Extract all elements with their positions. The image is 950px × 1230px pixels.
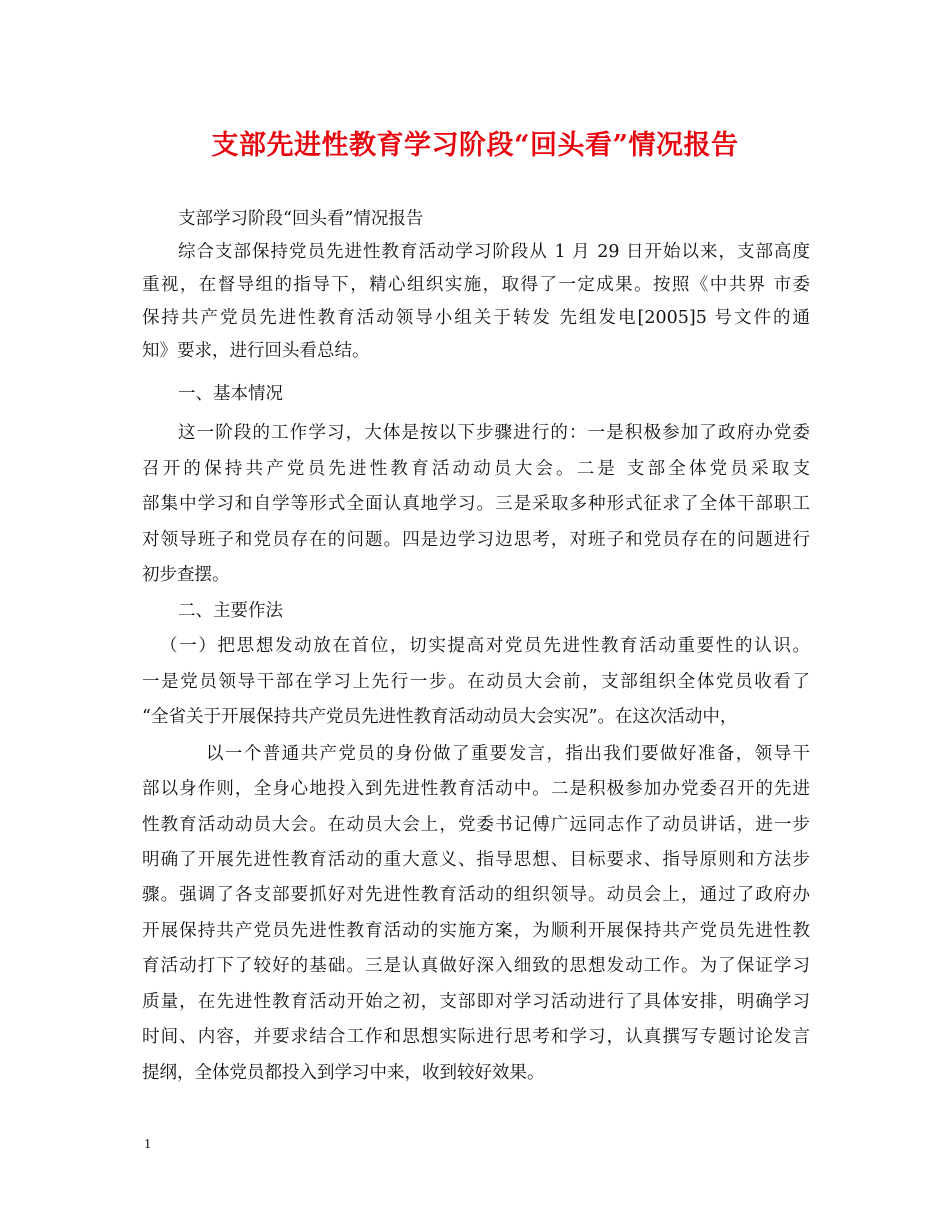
section2-line-11: 质量，在先进性教育活动开始之初，支部即对学习活动进行了具体安排，明确学习: [142, 992, 810, 1012]
section2-line-2: 一是党员领导干部在学习上先行一步。在动员大会前，支部组织全体党员收看了: [142, 672, 810, 692]
section2-line-8: 骤。强调了各支部要抓好对先进性教育活动的组织领导。动员会上，通过了政府办: [142, 885, 810, 905]
section2-heading: 二、主要作法: [178, 601, 283, 621]
section2-line-5: 部以身作则，全身心地投入到先进性教育活动中。二是积极参加办党委召开的先进: [142, 779, 810, 799]
section2-line-4: 以一个普通共产党员的身份做了重要发言，指出我们要做好准备，领导干: [206, 744, 810, 764]
section2-line-1: （一）把思想发动放在首位，切实提高对党员先进性教育活动重要性的认识。: [160, 636, 810, 656]
section1-heading: 一、基本情况: [178, 384, 283, 404]
section2-line-13: 提纲，全体党员都投入到学习中来，收到较好效果。: [142, 1063, 545, 1083]
intro-line-4: 知》要求，进行回头看总结。: [142, 341, 370, 361]
section1-line-5: 初步查摆。: [142, 565, 230, 585]
section1-line-2: 召开的保持共产党员先进性教育活动动员大会。二是 支部全体党员采取支: [142, 459, 810, 479]
intro-line-1: 综合支部保持党员先进性教育活动学习阶段从 1 月 29 日开始以来，支部高度: [178, 242, 810, 262]
section2-line-6: 性教育活动动员大会。在动员大会上，党委书记傅广远同志作了动员讲话，进一步: [142, 815, 810, 835]
intro-line-2: 重视，在督导组的指导下，精心组织实施，取得了一定成果。按照《中共界 市委: [142, 275, 810, 295]
report-subtitle: 支部学习阶段“回头看”情况报告: [178, 209, 424, 229]
section2-line-10: 育活动打下了较好的基础。三是认真做好深入细致的思想发动工作。为了保证学习: [142, 956, 810, 976]
intro-line-3: 保持共产党员先进性教育活动领导小组关于转发 先组发电[2005]5 号文件的通: [142, 308, 810, 328]
section1-line-3: 部集中学习和自学等形式全面认真地学习。三是采取多种形式征求了全体干部职工: [142, 494, 810, 514]
section1-line-1: 这一阶段的工作学习，大体是按以下步骤进行的：一是积极参加了政府办党委: [178, 423, 810, 443]
page-number: 1: [144, 1137, 151, 1152]
section2-line-7: 明确了开展先进性教育活动的重大意义、指导思想、目标要求、指导原则和方法步: [142, 850, 810, 870]
section2-line-12: 时间、内容，并要求结合工作和思想实际进行思考和学习，认真撰写专题讨论发言: [142, 1027, 810, 1047]
section1-line-4: 对领导班子和党员存在的问题。四是边学习边思考，对班子和党员存在的问题进行: [142, 530, 810, 550]
document-title: 支部先进性教育学习阶段“回头看”情况报告: [211, 130, 739, 161]
section2-line-9: 开展保持共产党员先进性教育活动的实施方案，为顺利开展保持共产党员先进性教: [142, 921, 810, 941]
section2-line-3: “全省关于开展保持共产党员先进性教育活动动员大会实况”。在这次活动中，: [142, 707, 738, 727]
